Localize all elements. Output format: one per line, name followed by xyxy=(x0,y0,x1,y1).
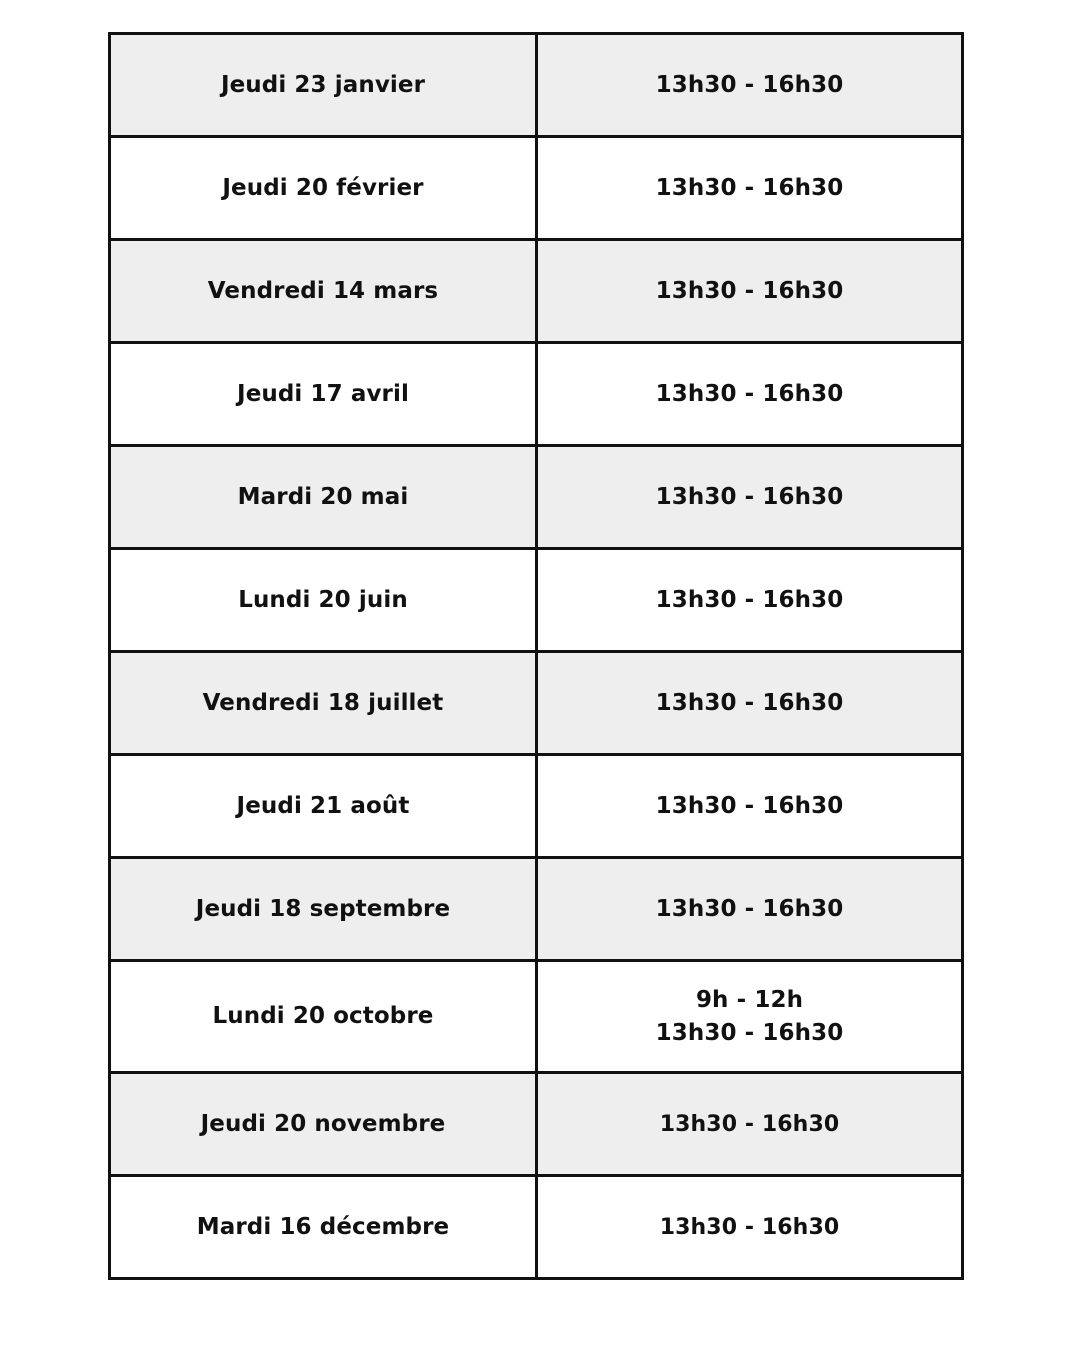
date-cell: Vendredi 18 juillet xyxy=(110,652,537,755)
time-cell: 13h30 - 16h30 xyxy=(537,549,963,652)
table-row xyxy=(110,961,963,1073)
time-line: 9h - 12h xyxy=(695,986,804,1013)
table-row xyxy=(110,446,963,549)
table-row xyxy=(110,549,963,652)
date-cell: Mardi 20 mai xyxy=(110,446,537,549)
time-cell: 13h30 - 16h30 xyxy=(537,1073,963,1176)
table-row xyxy=(110,652,963,755)
table-row xyxy=(110,34,963,137)
time-cell: 13h30 - 16h30 xyxy=(537,137,963,240)
date-cell: Mardi 16 décembre xyxy=(110,1176,537,1279)
date-cell: Jeudi 20 novembre xyxy=(110,1073,537,1176)
table-row xyxy=(110,1073,963,1176)
time-cell xyxy=(537,961,963,1073)
table-row xyxy=(110,137,963,240)
time-cell: 13h30 - 16h30 xyxy=(537,240,963,343)
date-cell: Jeudi 20 février xyxy=(110,137,537,240)
table-row xyxy=(110,343,963,446)
time-cell: 13h30 - 16h30 xyxy=(537,343,963,446)
table-row xyxy=(110,858,963,961)
time-cell: 13h30 - 16h30 xyxy=(537,755,963,858)
schedule-table xyxy=(108,32,964,1280)
date-cell: Jeudi 23 janvier xyxy=(110,34,537,137)
date-cell: Jeudi 21 août xyxy=(110,755,537,858)
date-cell: Lundi 20 juin xyxy=(110,549,537,652)
date-cell: Vendredi 14 mars xyxy=(110,240,537,343)
time-cell: 13h30 - 16h30 xyxy=(537,1176,963,1279)
date-cell: Lundi 20 octobre xyxy=(110,961,537,1073)
table-row xyxy=(110,240,963,343)
table-row xyxy=(110,755,963,858)
date-cell: Jeudi 18 septembre xyxy=(110,858,537,961)
time-cell: 13h30 - 16h30 xyxy=(537,858,963,961)
table-row xyxy=(110,1176,963,1279)
time-line: 13h30 - 16h30 xyxy=(655,1019,844,1046)
time-cell: 13h30 - 16h30 xyxy=(537,34,963,137)
date-cell: Jeudi 17 avril xyxy=(110,343,537,446)
time-cell: 13h30 - 16h30 xyxy=(537,446,963,549)
time-cell: 13h30 - 16h30 xyxy=(537,652,963,755)
